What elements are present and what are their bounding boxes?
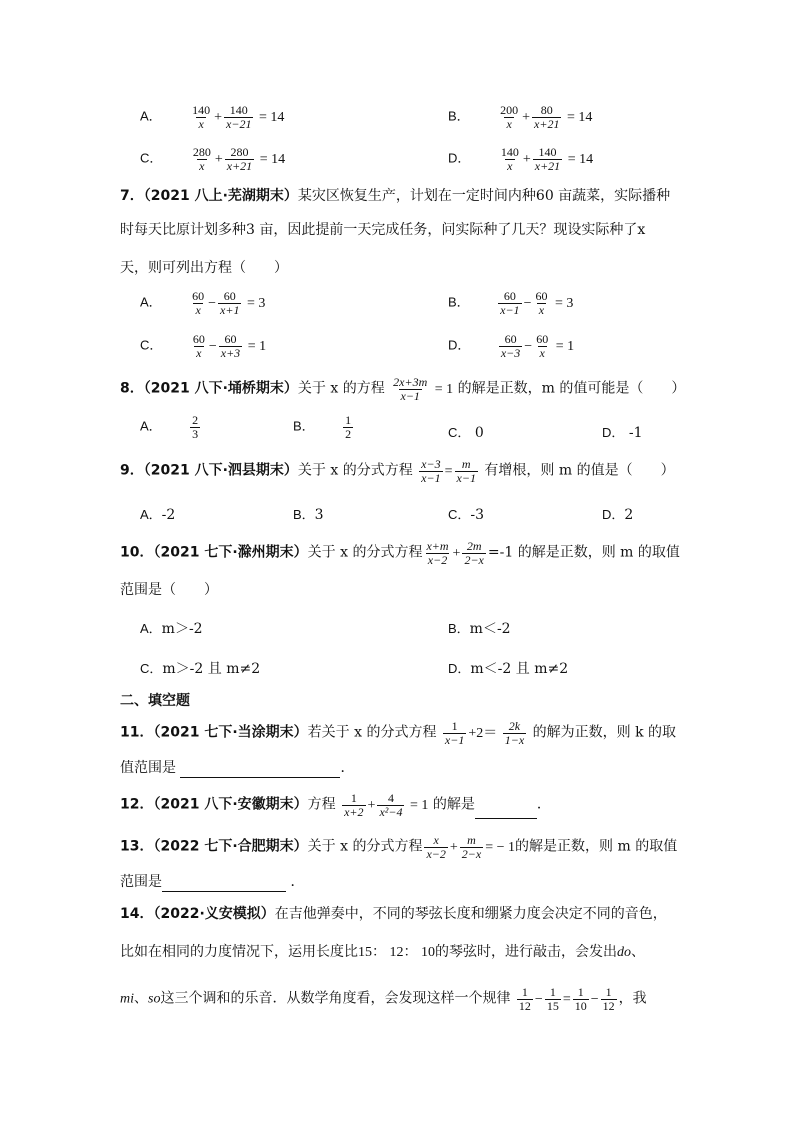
- question-12: 12．（2021 八下·安徽期末）方程 $\frac{1}{x+2}$ + $\frac{4}{\text{x²−4}}$ = 1 的解是 ．: [120, 791, 551, 819]
- option-label: D．: [602, 425, 625, 440]
- option-value: m＜-2: [469, 621, 511, 637]
- question-14: [120, 904, 667, 924]
- question-number: 8．: [120, 380, 144, 397]
- question-text: 关于 x 的方程: [297, 380, 385, 397]
- q10-option-c[interactable]: [140, 658, 260, 678]
- question-source: （2022·义安模拟）: [153, 906, 275, 922]
- option-label: D．: [602, 507, 625, 522]
- option-label: A．: [140, 621, 162, 636]
- q10-option-b[interactable]: [448, 618, 511, 638]
- option-label: B．: [448, 621, 470, 636]
- q9-option-a[interactable]: [140, 504, 175, 523]
- fraction: $\frac{1}{12}$: [602, 985, 615, 1013]
- fraction: $\frac{1}{x-1}$: [444, 719, 465, 747]
- option-value: -3: [470, 507, 485, 523]
- question-10: 10．（2021 七下·滁州期末）关于 x 的分式方程 $\frac{x+m}{x-2}$ + $\frac{2m}{2-x}$ =-1 的解是正数，则 m 的取值: [120, 539, 680, 567]
- fraction: $\frac{60}{x-1}$: [500, 289, 520, 317]
- question-text: 的解是: [432, 796, 475, 813]
- option-value: -2: [161, 507, 176, 523]
- q9-option-c[interactable]: [448, 504, 484, 523]
- question-source: （2021 八下·埇桥期末）: [143, 380, 298, 397]
- question-7-line2: 时每天比原计划多种3 亩，因此提前一天完成任务，问实际种了几天？现设实际种了x: [120, 222, 646, 238]
- q8-option-d[interactable]: [602, 422, 642, 441]
- fraction: $\frac{140}{x}$: [192, 103, 211, 131]
- q8-option-a[interactable]: [140, 414, 202, 441]
- question-text: =-1 的解是正数，则 m 的取值: [487, 544, 680, 561]
- fraction: $\frac{140}{x+21}$: [534, 145, 561, 173]
- fraction: $\frac{280}{x+21}$: [226, 145, 253, 173]
- fraction: $\frac{x-3}{x-1}$: [421, 457, 441, 485]
- question-10-line2: 范围是（ ）: [120, 582, 218, 598]
- question-number: 12．: [120, 796, 154, 813]
- question-text: 方程: [307, 796, 336, 813]
- question-text: 的解是正数，则 m 的取值: [515, 838, 678, 855]
- fraction: $\frac{140}{x-21}$: [226, 103, 252, 131]
- option-value: -1: [628, 425, 643, 441]
- option-label: B．: [293, 507, 315, 522]
- question-text: 关于 x 的分式方程: [307, 544, 423, 561]
- option-label: C．: [140, 150, 163, 166]
- question-7-line3: 天，则可列出方程（ ）: [120, 260, 288, 276]
- question-number: 7．: [120, 188, 144, 204]
- question-text: 若关于 x 的分式方程: [307, 724, 437, 741]
- q6-option-b[interactable]: B． $\frac{200}{x}$ + $\frac{80}{x+21}$ = 14: [448, 103, 593, 131]
- option-label: D．: [448, 150, 471, 166]
- fraction: $\frac{1}{15}$: [546, 985, 559, 1013]
- question-source: （2021 八下·安徽期末）: [153, 796, 308, 813]
- fraction: $\frac{60}{x}$: [535, 289, 548, 317]
- question-text: 关于 x 的分式方程: [297, 462, 413, 479]
- fraction: $\frac{60}{x+1}$: [220, 289, 240, 317]
- q7-option-a[interactable]: A． $\frac{60}{x}$ − $\frac{60}{x+1}$ = 3: [140, 289, 266, 317]
- question-text: 有增根，则 m 的值是（ ）: [484, 462, 675, 479]
- fraction: $\frac{60}{x}$: [192, 332, 205, 360]
- fraction: $\frac{60}{x}$: [192, 289, 205, 317]
- answer-blank[interactable]: [180, 763, 340, 778]
- q6-option-d[interactable]: D． $\frac{140}{x}$ + $\frac{140}{x+21}$ = 14: [448, 145, 594, 173]
- fraction: $\frac{x+m}{x-2}$: [426, 539, 449, 567]
- question-text: 的解是正数，m 的值可能是（ ）: [457, 380, 686, 397]
- question-text: 在吉他弹奏中，不同的琴弦长度和绷紧力度会决定不同的音色，: [274, 906, 667, 922]
- question-11-line2: 值范围是 ．: [120, 760, 355, 776]
- q6-option-a[interactable]: A． $\frac{140}{x}$ + $\frac{140}{x-21}$ = 14: [140, 103, 285, 131]
- option-value: 2: [624, 507, 634, 523]
- option-label: A．: [140, 108, 162, 124]
- question-text: 的解为正数，则 k 的取: [532, 724, 677, 741]
- question-8: 8．（2021 八下·埇桥期末）关于 x 的方程 $\frac{2x+3m}{x-1}$ = 1 的解是正数，m 的值可能是（ ）: [120, 375, 686, 403]
- question-14-line3: mi、so这三个调和的乐音．从数学角度看，会发现这样一个规律 $\frac{1}{12}$ − $\frac{1}{15}$ = $\frac{1}{10}$ − $\frac{1}{12}$ ，我: [120, 985, 647, 1013]
- option-value: 0: [474, 425, 484, 441]
- question-source: （2022 七下·合肥期末）: [153, 838, 308, 855]
- option-label: A．: [140, 294, 162, 310]
- option-value: m＞-2: [161, 621, 203, 637]
- option-label: C．: [448, 507, 471, 522]
- question-text: 关于 x 的分式方程: [307, 838, 423, 855]
- fraction: $\frac{1}{x+2}$: [344, 791, 364, 819]
- fraction: $\frac{2k}{1-x}$: [504, 719, 525, 747]
- q9-option-b[interactable]: [293, 504, 324, 523]
- option-value: m＜-2 且 m≠2: [470, 661, 569, 677]
- q8-option-c[interactable]: [448, 422, 484, 441]
- fraction: $\frac{2}{3}$: [192, 413, 199, 441]
- question-9: 9．（2021 八下·泗县期末）关于 x 的分式方程 $\frac{x-3}{x-1}$ = $\frac{m}{x-1}$ 有增根，则 m 的值是（ ）: [120, 457, 675, 485]
- answer-blank[interactable]: [475, 804, 537, 819]
- question-source: （2021 七下·滁州期末）: [153, 544, 308, 561]
- question-source: （2021 七下·当涂期末）: [153, 724, 308, 741]
- question-13-line2: 范围是 ．: [120, 874, 305, 890]
- q8-option-b[interactable]: [293, 414, 355, 441]
- option-label: B．: [448, 294, 470, 310]
- fraction: $\frac{200}{x}$: [500, 103, 519, 131]
- fraction: $\frac{m}{x-1}$: [456, 457, 476, 485]
- q7-option-c[interactable]: C． $\frac{60}{x}$ − $\frac{60}{x+3}$ = 1: [140, 332, 267, 360]
- fraction: $\frac{x}{x-2}$: [426, 833, 446, 861]
- option-value: m＞-2 且 m≠2: [162, 661, 261, 677]
- q6-option-c[interactable]: C． $\frac{280}{x}$ + $\frac{280}{x+21}$ = 14: [140, 145, 286, 173]
- question-13: 13．（2022 七下·合肥期末）关于 x 的分式方程 $\frac{x}{x-2}$ + $\frac{m}{2-x}$ = − 1的解是正数，则 m 的取值: [120, 833, 678, 861]
- section-heading: 二、填空题: [120, 693, 190, 709]
- q10-option-d[interactable]: [448, 658, 568, 678]
- q7-option-d[interactable]: D． $\frac{60}{x-3}$ − $\frac{60}{x}$ = 1: [448, 332, 575, 360]
- fraction: $\frac{m}{2-x}$: [461, 833, 482, 861]
- q10-option-a[interactable]: [140, 618, 203, 638]
- question-11: 11．（2021 七下·当涂期末）若关于 x 的分式方程 $\frac{1}{x-1}$ +2＝ $\frac{2k}{1-x}$ 的解为正数，则 k 的取: [120, 719, 677, 747]
- answer-blank[interactable]: [162, 877, 286, 892]
- question-number: 14．: [120, 906, 154, 922]
- fraction: $\frac{60}{x}$: [536, 332, 549, 360]
- option-value: 3: [314, 507, 324, 523]
- fraction: $\frac{140}{x}$: [500, 145, 519, 173]
- option-label: C．: [140, 661, 163, 676]
- question-source: （2021 八下·泗县期末）: [143, 462, 298, 479]
- fraction: $\frac{60}{x+3}$: [220, 332, 241, 360]
- fraction: $\frac{280}{x}$: [192, 145, 211, 173]
- fraction: $\frac{1}{10}$: [574, 985, 587, 1013]
- fraction: $\frac{60}{x-3}$: [500, 332, 521, 360]
- fraction: $\frac{4}{\text{x²−4}}$: [379, 791, 403, 819]
- option-label: C．: [140, 337, 163, 353]
- question-number: 11．: [120, 724, 154, 741]
- option-label: A．: [140, 418, 162, 434]
- question-number: 10．: [120, 544, 154, 561]
- option-label: B．: [293, 418, 315, 434]
- question-number: 13．: [120, 838, 154, 855]
- option-label: A．: [140, 507, 162, 522]
- option-label: D．: [448, 661, 471, 676]
- fraction: $\frac{1}{12}$: [518, 985, 531, 1013]
- option-label: B．: [448, 108, 470, 124]
- question-text: 某灾区恢复生产，计划在一定时间内种60 亩蔬菜，实际播种: [297, 188, 671, 204]
- fraction: $\frac{2x+3m}{x-1}$: [393, 375, 428, 403]
- q9-option-d[interactable]: [602, 504, 633, 523]
- question-source: （2021 八上·芜湖期末）: [143, 188, 298, 204]
- q7-option-b[interactable]: B． $\frac{60}{x-1}$ − $\frac{60}{x}$ = 3: [448, 289, 574, 317]
- option-label: C．: [448, 425, 471, 440]
- fraction: $\frac{2m}{2-x}$: [464, 539, 484, 567]
- fraction: $\frac{1}{2}$: [345, 413, 352, 441]
- option-label: D．: [448, 337, 471, 353]
- question-number: 9．: [120, 462, 144, 479]
- question-14-line2: 比如在相同的力度情况下，运用长度比15： 12： 10的琴弦时，进行敲击，会发出do、: [120, 944, 645, 960]
- fraction: $\frac{80}{x+21}$: [534, 103, 560, 131]
- question-7: [120, 186, 670, 206]
